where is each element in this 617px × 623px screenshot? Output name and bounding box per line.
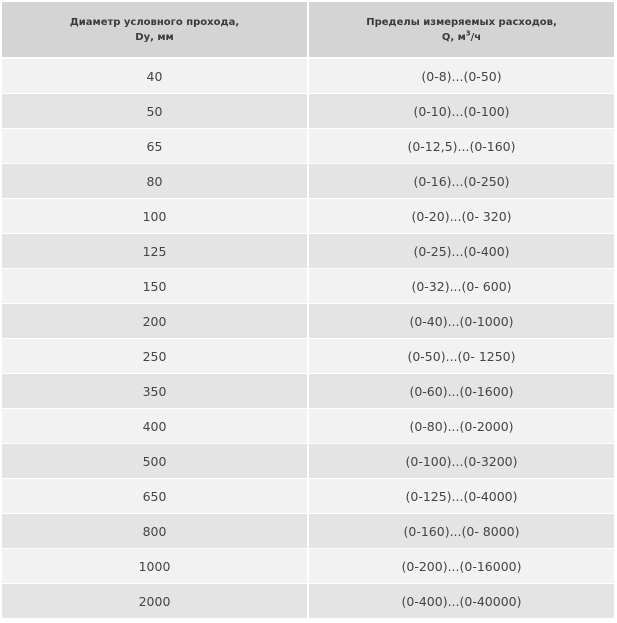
header-diameter bbox=[2, 2, 307, 57]
cell-flow-range: (0-400)...(0-40000) bbox=[309, 584, 614, 618]
header-unit-sup: 3 bbox=[465, 29, 471, 38]
cell-diameter: 200 bbox=[2, 304, 307, 338]
cell-diameter: 250 bbox=[2, 339, 307, 373]
cell-diameter: 150 bbox=[2, 269, 307, 303]
table-row bbox=[2, 269, 614, 303]
table-row bbox=[2, 374, 614, 408]
cell-flow-range: (0-125)...(0-4000) bbox=[309, 479, 614, 513]
header-flow-range bbox=[309, 2, 614, 57]
cell-flow-range: (0-100)...(0-3200) bbox=[309, 444, 614, 478]
table-row bbox=[2, 514, 614, 548]
cell-flow-range: (0-200)...(0-16000) bbox=[309, 549, 614, 583]
cell-flow-range: (0-40)...(0-1000) bbox=[309, 304, 614, 338]
table-row bbox=[2, 59, 614, 93]
header-unit-suffix: /ч bbox=[470, 31, 482, 43]
table-row bbox=[2, 164, 614, 198]
header-unit-prefix: Q, м bbox=[441, 31, 466, 43]
cell-diameter: 80 bbox=[2, 164, 307, 198]
cell-diameter: 100 bbox=[2, 199, 307, 233]
cell-flow-range: (0-16)...(0-250) bbox=[309, 164, 614, 198]
cell-diameter: 650 bbox=[2, 479, 307, 513]
cell-flow-range: (0-50)...(0- 1250) bbox=[309, 339, 614, 373]
table-row bbox=[2, 409, 614, 443]
table-row bbox=[2, 479, 614, 513]
flow-range-table bbox=[2, 2, 614, 618]
table-row bbox=[2, 584, 614, 618]
cell-diameter: 65 bbox=[2, 129, 307, 163]
table-row bbox=[2, 549, 614, 583]
table-row bbox=[2, 444, 614, 478]
table-row bbox=[2, 199, 614, 233]
cell-diameter: 1000 bbox=[2, 549, 307, 583]
cell-flow-range: (0-32)...(0- 600) bbox=[309, 269, 614, 303]
table-row bbox=[2, 129, 614, 163]
cell-flow-range: (0-160)...(0- 8000) bbox=[309, 514, 614, 548]
table-header-row bbox=[2, 2, 614, 57]
cell-diameter: 40 bbox=[2, 59, 307, 93]
table-row bbox=[2, 94, 614, 128]
cell-flow-range: (0-8)...(0-50) bbox=[309, 59, 614, 93]
cell-diameter: 800 bbox=[2, 514, 307, 548]
cell-diameter: 500 bbox=[2, 444, 307, 478]
cell-diameter: 2000 bbox=[2, 584, 307, 618]
cell-diameter: 50 bbox=[2, 94, 307, 128]
cell-flow-range: (0-80)...(0-2000) bbox=[309, 409, 614, 443]
cell-flow-range: (0-25)...(0-400) bbox=[309, 234, 614, 268]
cell-flow-range: (0-10)...(0-100) bbox=[309, 94, 614, 128]
table-row bbox=[2, 234, 614, 268]
header-flow-range-line2 bbox=[442, 30, 481, 45]
cell-flow-range: (0-12,5)...(0-160) bbox=[309, 129, 614, 163]
header-diameter-line1: Диаметр условного прохода, bbox=[69, 16, 240, 28]
cell-flow-range: (0-60)...(0-1600) bbox=[309, 374, 614, 408]
header-flow-range-line1: Пределы измеряемых расходов, bbox=[366, 16, 557, 28]
cell-diameter: 400 bbox=[2, 409, 307, 443]
header-diameter-line2: Dу, мм bbox=[135, 31, 174, 43]
table-row bbox=[2, 304, 614, 338]
table-row bbox=[2, 339, 614, 373]
cell-diameter: 350 bbox=[2, 374, 307, 408]
cell-diameter: 125 bbox=[2, 234, 307, 268]
cell-flow-range: (0-20)...(0- 320) bbox=[309, 199, 614, 233]
